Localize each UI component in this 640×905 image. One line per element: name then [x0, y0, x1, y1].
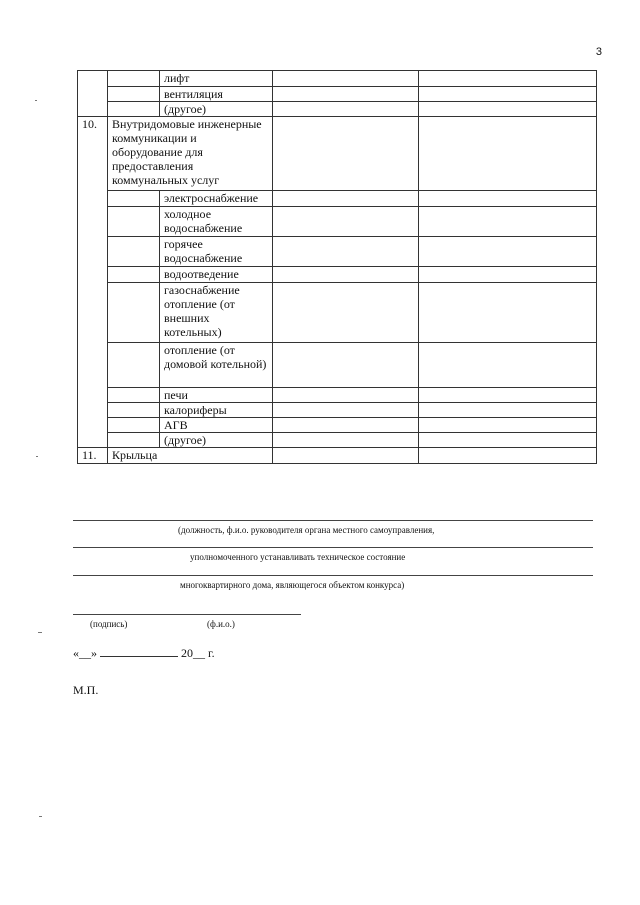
spacer-cell: [108, 191, 160, 207]
element-name-cell: газоснабжение отопление (от внешних котельных): [160, 283, 273, 343]
sign-fio-line: [73, 614, 301, 615]
description-cell: [273, 207, 419, 237]
stamp-place: М.П.: [73, 683, 99, 697]
signature-line-2: [73, 547, 593, 548]
element-name-cell: АГВ: [160, 418, 273, 433]
spacer-cell: [108, 403, 160, 418]
date-year: 20__ г.: [181, 646, 215, 660]
date-line: [73, 646, 215, 661]
element-name-cell: калориферы: [160, 403, 273, 418]
element-name-cell: горячее водоснабжение: [160, 237, 273, 267]
condition-cell: [419, 343, 597, 388]
table-row: [78, 433, 597, 448]
element-name-cell: (другое): [160, 102, 273, 117]
spacer-cell: [108, 207, 160, 237]
table-row: [78, 207, 597, 237]
table-row: [78, 448, 597, 464]
section-title-cell: Крыльца: [108, 448, 273, 464]
condition-cell: [419, 448, 597, 464]
table-row: [78, 267, 597, 283]
condition-cell: [419, 433, 597, 448]
element-name-cell: отопление (от домовой котельной): [160, 343, 273, 388]
official-caption-2: уполномоченного устанавливать техническое состояние: [190, 552, 406, 562]
spacer-cell: [108, 388, 160, 403]
description-cell: [273, 403, 419, 418]
condition-cell: [419, 207, 597, 237]
description-cell: [273, 283, 419, 343]
description-cell: [273, 388, 419, 403]
description-cell: [273, 102, 419, 117]
table-row: [78, 102, 597, 117]
table-row: [78, 418, 597, 433]
element-name-cell: водоотведение: [160, 267, 273, 283]
description-cell: [273, 191, 419, 207]
row-number-cell: 10.: [78, 117, 108, 448]
row-number-cell: [78, 71, 108, 117]
table-row: [78, 87, 597, 102]
table-row: [78, 283, 597, 343]
description-cell: [273, 237, 419, 267]
row-number-cell: 11.: [78, 448, 108, 464]
element-name-cell: вентиляция: [160, 87, 273, 102]
scan-speck: [36, 456, 38, 457]
official-caption-1: (должность, ф.и.о. руководителя органа местного самоуправления,: [178, 525, 435, 535]
scan-speck: [39, 816, 42, 817]
spacer-cell: [108, 283, 160, 343]
condition-cell: [419, 117, 597, 191]
fio-label: (ф.и.о.): [207, 619, 235, 629]
spacer-cell: [108, 102, 160, 117]
condition-cell: [419, 403, 597, 418]
element-name-cell: лифт: [160, 71, 273, 87]
element-name-cell: электроснабжение: [160, 191, 273, 207]
description-cell: [273, 418, 419, 433]
sign-label: (подпись): [90, 619, 128, 629]
table-row: [78, 117, 597, 191]
description-cell: [273, 343, 419, 388]
table-row: [78, 403, 597, 418]
condition-cell: [419, 191, 597, 207]
condition-cell: [419, 388, 597, 403]
table-row: [78, 237, 597, 267]
page-number: 3: [595, 46, 602, 58]
description-cell: [273, 448, 419, 464]
scan-speck: [38, 632, 42, 633]
scan-speck: [35, 100, 37, 101]
condition-cell: [419, 267, 597, 283]
spacer-cell: [108, 71, 160, 87]
description-cell: [273, 87, 419, 102]
element-name-cell: (другое): [160, 433, 273, 448]
condition-cell: [419, 102, 597, 117]
table-row: [78, 343, 597, 388]
description-cell: [273, 71, 419, 87]
date-day: «__»: [73, 646, 97, 660]
spacer-cell: [108, 87, 160, 102]
signature-line-3: [73, 575, 593, 576]
description-cell: [273, 433, 419, 448]
spacer-cell: [108, 343, 160, 388]
date-month-blank: [100, 646, 178, 657]
section-title-cell: Внутридомовые инженерные коммуникации и оборудование для предоставления коммунальных услуг: [108, 117, 273, 191]
table-row: [78, 71, 597, 87]
spacer-cell: [108, 433, 160, 448]
description-cell: [273, 117, 419, 191]
spacer-cell: [108, 418, 160, 433]
condition-cell: [419, 418, 597, 433]
spacer-cell: [108, 267, 160, 283]
element-name-cell: печи: [160, 388, 273, 403]
description-cell: [273, 267, 419, 283]
condition-cell: [419, 237, 597, 267]
technical-condition-table: [77, 70, 596, 464]
condition-cell: [419, 283, 597, 343]
table-row: [78, 388, 597, 403]
condition-cell: [419, 87, 597, 102]
spacer-cell: [108, 237, 160, 267]
element-name-cell: холодное водоснабжение: [160, 207, 273, 237]
signature-line-1: [73, 520, 593, 521]
condition-cell: [419, 71, 597, 87]
official-caption-3: многоквартирного дома, являющегося объектом конкурса): [180, 580, 405, 590]
table-row: [78, 191, 597, 207]
